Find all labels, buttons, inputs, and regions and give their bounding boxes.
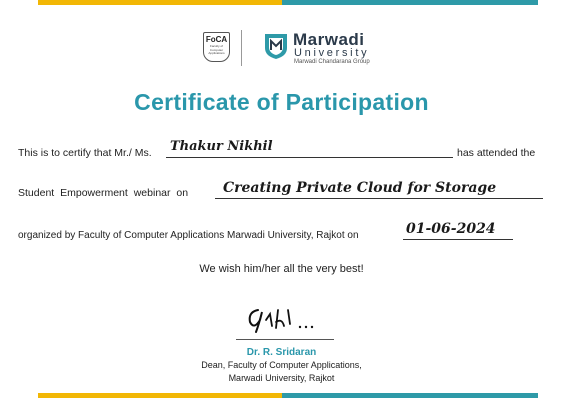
signature-line: [236, 339, 334, 340]
top-gold-bar: [38, 0, 282, 5]
signature-image: [244, 302, 324, 336]
university-name: Marwadi: [293, 30, 365, 49]
shield-logo-icon: [263, 32, 289, 60]
line1-prefix: This is to certify that Mr./ Ms.: [18, 147, 152, 159]
line1-suffix: has attended the: [457, 147, 536, 159]
signatory-name: Dr. R. Sridaran: [246, 347, 317, 358]
university-group: Marwadi Chandarana Group: [294, 59, 370, 65]
participant-name: Thakur Nikhil: [170, 139, 273, 154]
university-label: University: [294, 47, 370, 59]
bottom-gold-bar: [38, 393, 282, 398]
foca-logo-title: FoCA: [205, 35, 228, 44]
logo-divider: [241, 30, 242, 66]
signatory-title-line2: Marwadi University, Rajkot: [228, 373, 335, 383]
header-logos: [0, 30, 563, 70]
event-date: 01-06-2024: [406, 221, 496, 237]
webinar-topic: Creating Private Cloud for Storage: [223, 180, 497, 196]
foca-logo-subtitle: Faculty of Computer Applications: [208, 44, 225, 55]
bottom-teal-bar: [282, 393, 538, 398]
line2-prefix: Student Empowerment webinar on: [18, 187, 189, 199]
wish-text: We wish him/her all the very best!: [199, 263, 364, 275]
certificate-title: Certificate of Participation: [134, 89, 429, 115]
top-teal-bar: [282, 0, 538, 5]
line3-prefix: organized by Faculty of Computer Applications Marwadi University, Rajkot on: [18, 230, 359, 241]
foca-logo: [203, 32, 230, 62]
signatory-title-line1: Dean, Faculty of Computer Applications,: [201, 360, 362, 370]
